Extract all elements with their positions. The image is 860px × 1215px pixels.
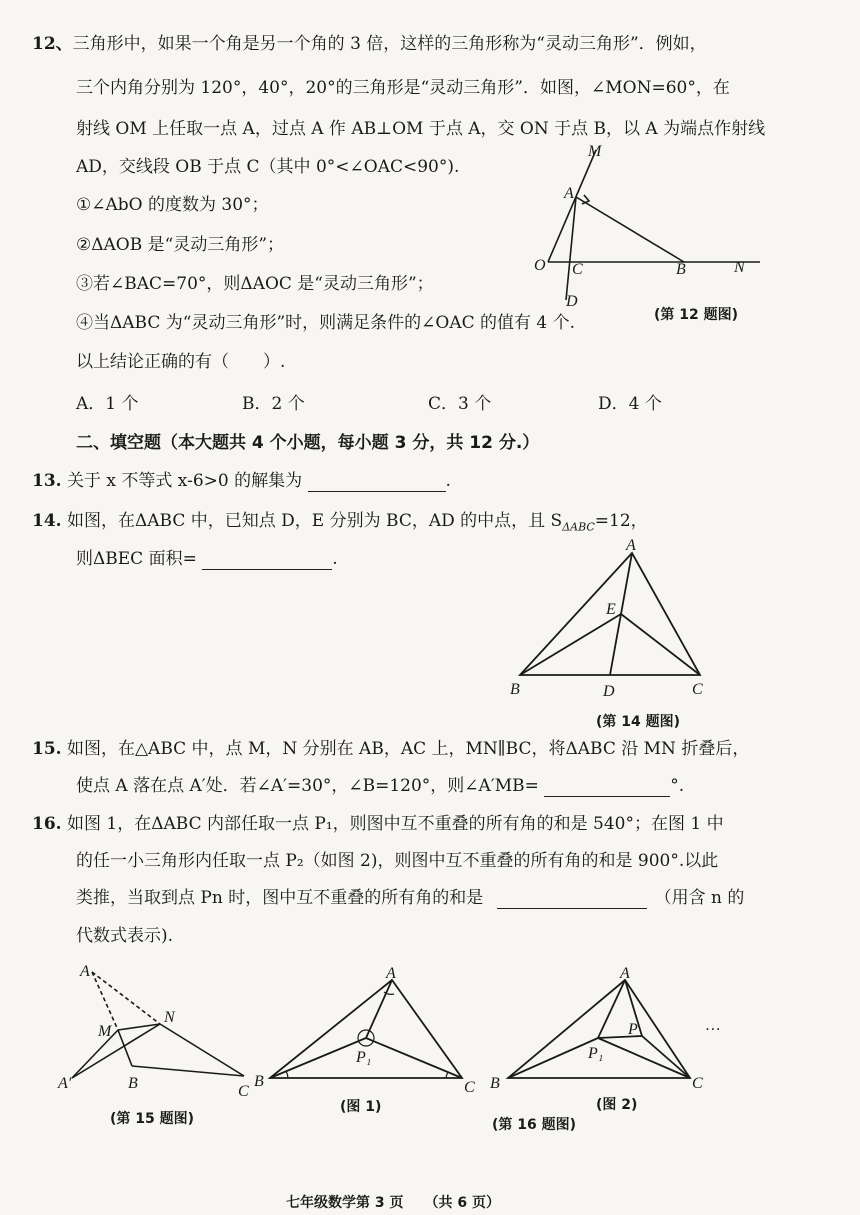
angle-mark-p1 [358, 1030, 374, 1046]
q12-option-a[interactable]: A．1 个 [76, 394, 139, 414]
label-A-prime: A′ [58, 1075, 72, 1092]
q12-option-d[interactable]: D．4 个 [598, 394, 662, 414]
segment-bp1 [270, 1038, 366, 1078]
segment-mb [118, 1030, 132, 1066]
segment-ab [576, 197, 684, 262]
label-C: C [572, 261, 583, 278]
q16-fig1-caption: (图 1) [340, 1099, 382, 1115]
q13-line: 13. 关于 x 不等式 x-6>0 的解集为 . [32, 471, 451, 491]
dashed-am [92, 972, 118, 1030]
label-A: A [80, 963, 90, 980]
q16-fig-caption: (第 16 题图) [492, 1117, 577, 1133]
label-A: A [620, 965, 630, 982]
q12-statement-4: ④当ΔABC 为“灵动三角形”时，则满足条件的∠OAC 的值有 4 个. [76, 313, 576, 333]
label-B: B [254, 1073, 264, 1090]
label-P1: P₁ [356, 1049, 372, 1066]
segment-cp1 [366, 1038, 462, 1078]
segment-p1p2 [598, 1036, 642, 1038]
q15-line1: 15. 如图，在△ABC 中，点 M，N 分别在 AB，AC 上，MN∥BC，将ΔABC 沿 MN 折叠后， [32, 739, 750, 759]
q15-answer-blank[interactable] [544, 796, 670, 797]
q12-line1: 12、三角形中，如果一个角是另一个角的 3 倍，这样的三角形称为“灵动三角形”．例如， [32, 34, 707, 54]
q15-number: 15. [32, 739, 62, 759]
q13-number: 13. [32, 471, 62, 491]
segment-ce [621, 614, 700, 675]
segment-bc [132, 1066, 244, 1076]
segment-be [520, 614, 621, 675]
right-angle-mark [582, 195, 589, 204]
q16-line4: 代数式表示). [76, 926, 174, 946]
dashed-an [92, 972, 160, 1024]
q15-fig-caption: (第 15 题图) [110, 1111, 195, 1127]
label-C: C [692, 681, 703, 698]
label-A: A [564, 185, 574, 202]
q12-statement-2: ②ΔAOB 是“灵动三角形”； [76, 235, 285, 255]
angle-mark-b [286, 1071, 288, 1078]
ray-ad [566, 197, 576, 300]
segment-nc [160, 1024, 244, 1076]
q16-line3: 类推，当取到点 Pn 时，图中互不重叠的所有角的和是 （用含 n 的 [76, 888, 745, 908]
q12-line4: AD，交线段 OB 于点 C（其中 0°<∠OAC<90°). [76, 157, 460, 177]
q14-answer-blank[interactable] [202, 569, 332, 570]
page-footer: 七年级数学第 3 页 （共 6 页） [286, 1195, 500, 1211]
label-D: D [603, 683, 615, 700]
q14-fig-caption: (第 14 题图) [596, 714, 681, 730]
angle-mark-c [446, 1072, 448, 1078]
label-B: B [676, 261, 686, 278]
triangle-abc [270, 980, 462, 1078]
q14-number: 14. [32, 511, 62, 531]
section2-title: 二、填空题（本大题共 4 个小题，每小题 3 分，共 12 分.） [76, 433, 540, 453]
label-C: C [238, 1083, 249, 1100]
ray-om [548, 150, 596, 262]
segment-ad [610, 553, 632, 675]
q12-line2: 三个内角分别为 120°，40°，20°的三角形是“灵动三角形”．如图，∠MON=60°，在 [76, 78, 730, 98]
label-M: M [588, 143, 602, 160]
label-B: B [128, 1075, 138, 1092]
q12-number: 12、 [32, 34, 73, 54]
q12-option-b[interactable]: B．2 个 [242, 394, 305, 414]
segment-bp1 [508, 1038, 598, 1078]
segment-mn [118, 1024, 160, 1030]
q16-number: 16. [32, 814, 62, 834]
q12-statement-1: ①∠AbO 的度数为 30°； [76, 195, 269, 215]
label-M: M [98, 1023, 112, 1040]
label-C: C [692, 1075, 703, 1092]
triangle-abc [520, 553, 700, 675]
continuation-dots: … [706, 1017, 721, 1034]
label-B: B [510, 681, 520, 698]
q16-answer-blank[interactable] [497, 908, 647, 909]
angle-mark-a [384, 992, 394, 994]
segment-cp1 [598, 1038, 690, 1078]
label-A: A [386, 965, 396, 982]
q14-line2: 则ΔBEC 面积= . [76, 549, 338, 569]
q16-line1: 16. 如图 1，在ΔABC 内部任取一点 P₁，则图中互不重叠的所有角的和是 540°；在图 1 中 [32, 814, 724, 834]
q14-line1: 14. 如图，在ΔABC 中，已知点 D，E 分别为 BC，AD 的中点，且 $S_{\Delta ABC}=12$， [32, 511, 648, 534]
q13-answer-blank[interactable] [308, 491, 446, 492]
label-D: D [566, 293, 578, 310]
label-N: N [734, 259, 745, 276]
q12-ask: 以上结论正确的有（ ）. [76, 352, 286, 372]
label-P: P [628, 1021, 638, 1038]
label-B: B [490, 1075, 500, 1092]
q16-fig2-caption: (图 2) [596, 1097, 638, 1113]
triangle-abc [508, 980, 690, 1078]
q12-fig-caption: (第 12 题图) [654, 307, 739, 323]
segment-ma-prime [72, 1030, 118, 1078]
segment-ap1 [598, 980, 625, 1038]
label-A: A [626, 537, 636, 554]
label-N: N [164, 1009, 175, 1026]
label-P1: P₁ [588, 1045, 604, 1062]
q16-line2: 的任一小三角形内任取一点 P₂（如图 2)，则图中互不重叠的所有角的和是 900°.以此 [76, 851, 719, 871]
q15-line2: 使点 A 落在点 A′处．若∠A′=30°，∠B=120°，则∠A′MB= °. [76, 776, 685, 796]
segment-cp2 [642, 1036, 690, 1078]
segment-a-prime-n [72, 1024, 160, 1078]
q12-statement-3: ③若∠BAC=70°，则ΔAOC 是“灵动三角形”； [76, 274, 434, 294]
q12-option-c[interactable]: C．3 个 [428, 394, 492, 414]
segment-ap2 [625, 980, 642, 1036]
label-E: E [606, 601, 616, 618]
segment-ap1 [366, 980, 392, 1038]
q12-line3: 射线 OM 上任取一点 A，过点 A 作 AB⊥OM 于点 A，交 ON 于点 B，以 A 为端点作射线 [76, 119, 766, 139]
label-C: C [464, 1079, 475, 1096]
label-O: O [534, 257, 546, 274]
